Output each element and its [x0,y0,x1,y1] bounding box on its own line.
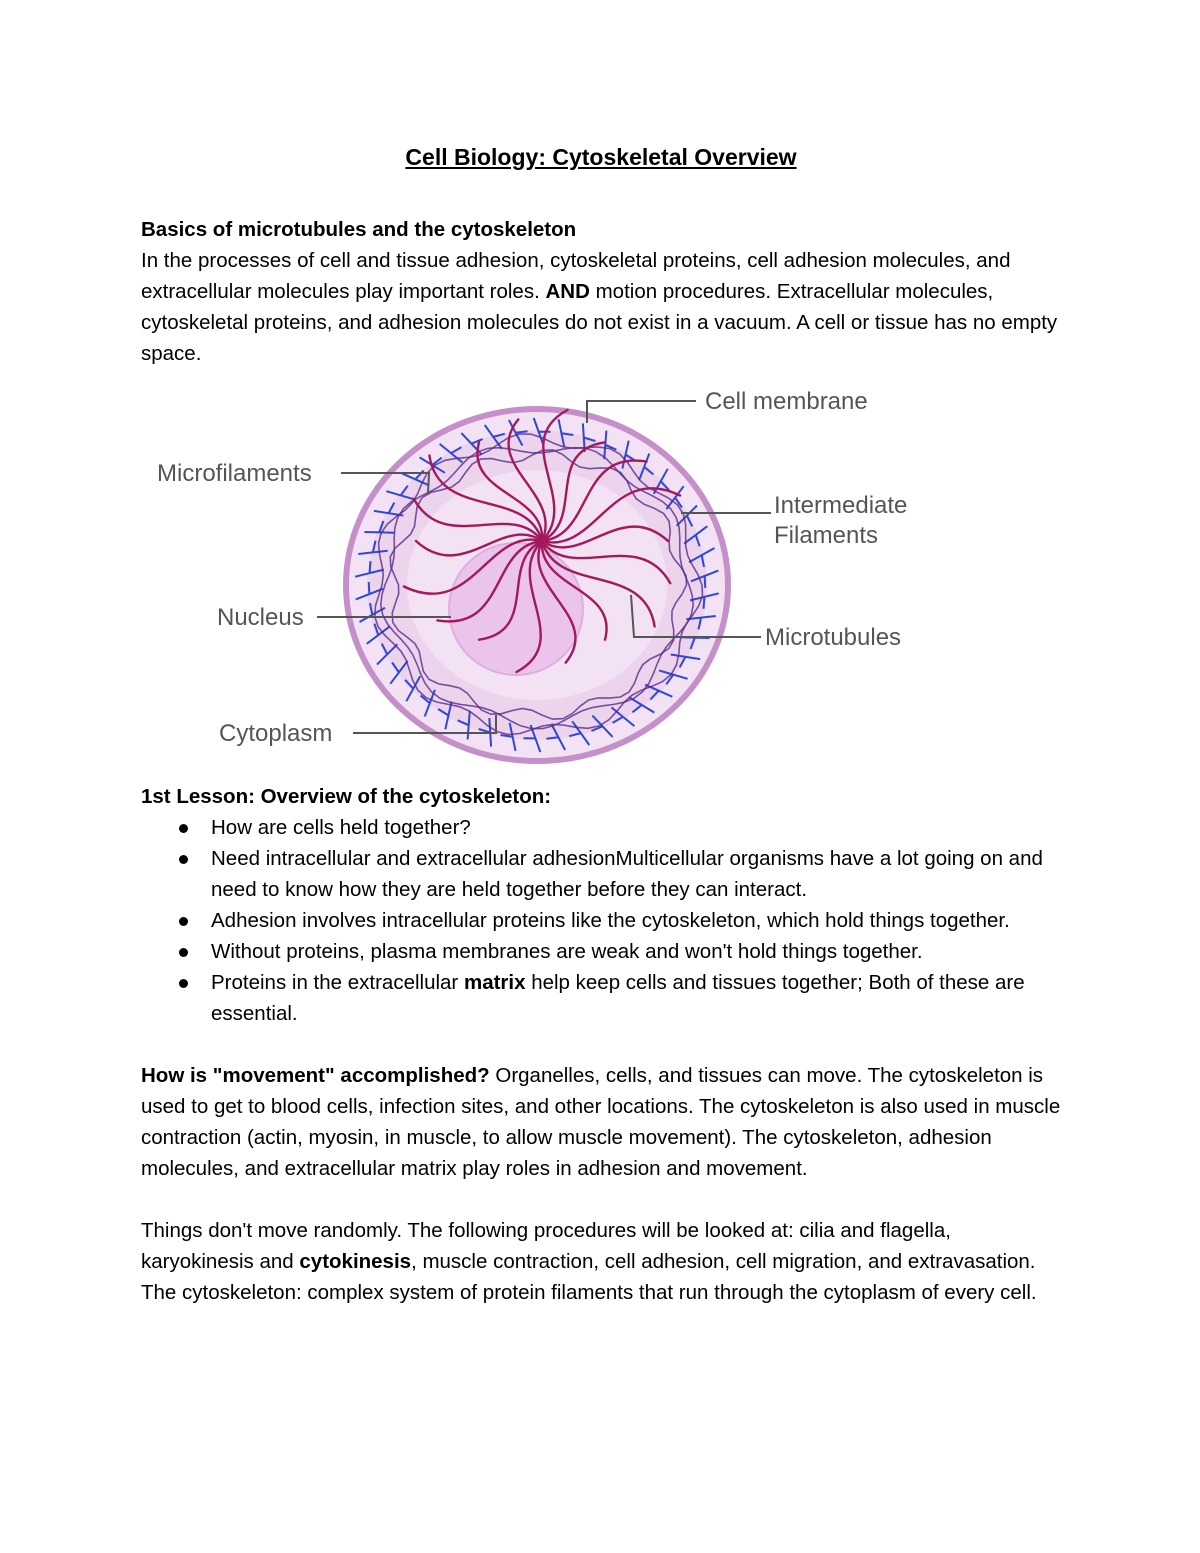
bullet-icon [179,824,188,833]
procedures-text-1: Things don't move randomly. The following procedures will be looked at: cilia and flagella, karyokinesis and [141,1219,951,1273]
bullet-icon [179,979,188,988]
procedures-paragraph [141,1215,1061,1308]
bullet-icon [179,855,188,864]
list-item [141,843,1061,905]
movement-text: Organelles, cells, and tissues can move. The cytoskeleton is used to get to blood cells, infection sites, and other locations. The cytoskeleton is also used in muscle contraction (actin, myosin, in muscle, to allow muscle movement). The cytoskeleton, adhesion molecules, and extracellular matrix play roles in adhesion and movement. [141,1064,1061,1180]
list-item-text: Without proteins, plasma membranes are weak and won't hold things together. [211,940,923,963]
lesson-list [141,812,1061,1029]
list-item [141,936,1061,967]
lesson-heading: 1st Lesson: Overview of the cytoskeleton: [141,785,552,808]
basics-heading: Basics of microtubules and the cytoskeleton [141,218,577,241]
label-intermediate-1: Intermediate [774,492,908,519]
movement-paragraph [141,1060,1061,1184]
list-item [141,905,1061,936]
bullet-icon [179,917,188,926]
basics-paragraph [141,245,1061,369]
document-content [141,140,1061,1308]
label-microtubules: Microtubules [765,624,902,651]
page-title: Cell Biology: Cytoskeletal Overview [405,144,797,170]
centrosome [536,535,548,547]
procedures-text-2: , muscle contraction, cell adhesion, cell migration, and extravasation. The cytoskeleton: complex system of protein filaments that run through the cytoplasm of every cell. [141,1250,1037,1304]
list-item [141,812,1061,843]
movement-heading: How is "movement" accomplished? [141,1064,490,1087]
basics-text-1: In the processes of cell and tissue adhesion, cytoskeletal proteins, cell adhesion molecules, and extracellular molecules play important roles. [141,249,1011,303]
label-nucleus: Nucleus [217,604,304,631]
label-cell-membrane: Cell membrane [705,388,868,415]
cell-illustration [346,409,728,761]
list-item-text: Proteins in the extracellular [211,971,464,994]
cell-diagram-svg [141,385,1061,765]
bold-matrix: matrix [463,971,526,994]
label-intermediate-2: Filaments [774,522,879,549]
basics-text-2: motion procedures. Extracellular molecules, cytoskeletal proteins, and adhesion molecules do not exist in a vacuum. A cell or tissue has no empty space. [141,280,1058,365]
list-item-text: How are cells held together? [211,816,471,839]
list-item-text: help keep cells and tissues together; Both of these are essential. [211,971,1025,1025]
bold-cytokinesis: cytokinesis [299,1250,412,1273]
label-cytoplasm: Cytoplasm [219,720,333,747]
basics-bold-and: AND [545,280,590,303]
list-item [141,967,1061,1029]
list-item-text: Adhesion involves intracellular proteins like the cytoskeleton, which hold things together. [211,909,1010,932]
bullet-icon [179,948,188,957]
cell-diagram [141,385,1061,765]
list-item-text: Need intracellular and extracellular adhesionMulticellular organisms have a lot going on and need to know how they are held together before they can interact. [211,847,1043,901]
label-microfilaments: Microfilaments [157,460,312,487]
